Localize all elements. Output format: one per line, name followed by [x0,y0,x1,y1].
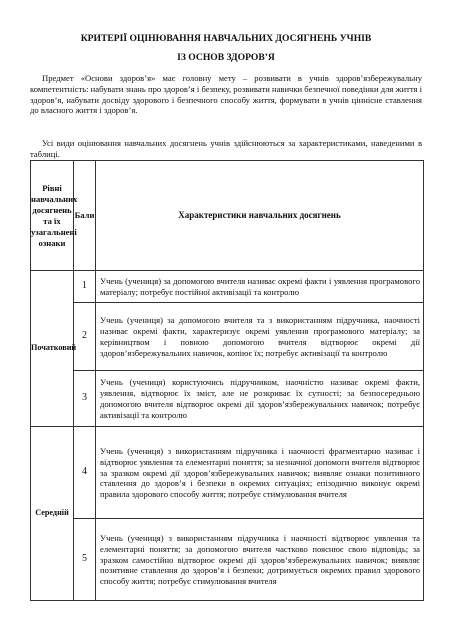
table-header-row [31,161,424,271]
header-level: Рівні навчальних досягнень та їх узагальнені ознаки [31,161,74,271]
score-cell: 2 [74,303,96,371]
page-title: КРИТЕРІЇ ОЦІНЮВАННЯ НАВЧАЛЬНИХ ДОСЯГНЕНЬ УЧНІВ [80,33,372,44]
level-initial: Початковий [31,271,74,427]
characteristic-cell: Учень (учениця) з використанням підручника і наочності фрагментарно називає і відтворює уявлення та елементарні поняття; за незначної допомоги вчителя відтворює за зразком окремі дії здоров’язбережувальних навичок; виявляє ознаки позитивного ставлення до здоров’я і безпеки в окремих ситуаціях; епізодично виконує окремі правила здорового способу життя; потребує стимулювання вчителя [96,427,424,519]
score-cell: 4 [74,427,96,519]
level-average: Середній [31,427,74,601]
page-subtitle: ІЗ ОСНОВ ЗДОРОВ’Я [177,52,275,63]
header-characteristics: Характеристики навчальних досягнень [96,161,424,271]
intro-paragraph-table-note: Усі види оцінювання навчальних досягнень учнів здійснюються за характеристиками, наведеними в таблиці. [30,138,422,159]
table-row [31,303,424,371]
table-row [31,371,424,427]
characteristic-cell: Учень (учениця) за допомогою вчителя називає окремі факти і уявлення програмового матеріалу; потребує постійної активізації та контролю [96,271,424,303]
characteristic-cell: Учень (учениця) користуючись підручником, наочністю називає окремі факти, уявлення, відтворює їх зміст, але не розкриває їх сутності; за безпосередньою допомогою вчителя відтворює окремі дії здоров’язбережувальних навичок; потребує активізації та контролю [96,371,424,427]
characteristic-cell: Учень (учениця) за допомогою вчителя та з використанням підручника, наочності називає окремі факти, характеризує окремі уявлення програмового матеріалу; за керівництвом і повною допомогою вчителя відтворює окремі дії здоров’язбережувальних навичок, копіює їх; потребує активізації та контролю [96,303,424,371]
table-row [31,519,424,601]
table-row [31,427,424,519]
score-cell: 5 [74,519,96,601]
table-row [31,271,424,303]
characteristic-cell: Учень (учениця) з використанням підручника і наочності відтворює уявлення та елементарні поняття; за допомогою вчителя частково пояснює свою відповідь; за зразком самостійно відтворює окремі дії здоров’язбережувальних навичок; виявляє позитивне ставлення до здоров’я і безпеки; дотримується окремих правил здорового способу життя; потребує стимулювання вчителя [96,519,424,601]
header-score: Бали [74,161,96,271]
criteria-table [30,160,424,601]
intro-paragraph: Предмет «Основи здоров’я» має головну мету – розвивати в учнів здоров’язбережувальну компетентність: набувати знань про здоров’я і безпеку, розвивати навички безпечної поведінки для життя і здоров’я, набувати досвіду здорового і безпечного способу життя, формувати в учнів ціннісне ставлення до власного життя і здоров’я. [30,73,422,116]
score-cell: 3 [74,371,96,427]
score-cell: 1 [74,271,96,303]
